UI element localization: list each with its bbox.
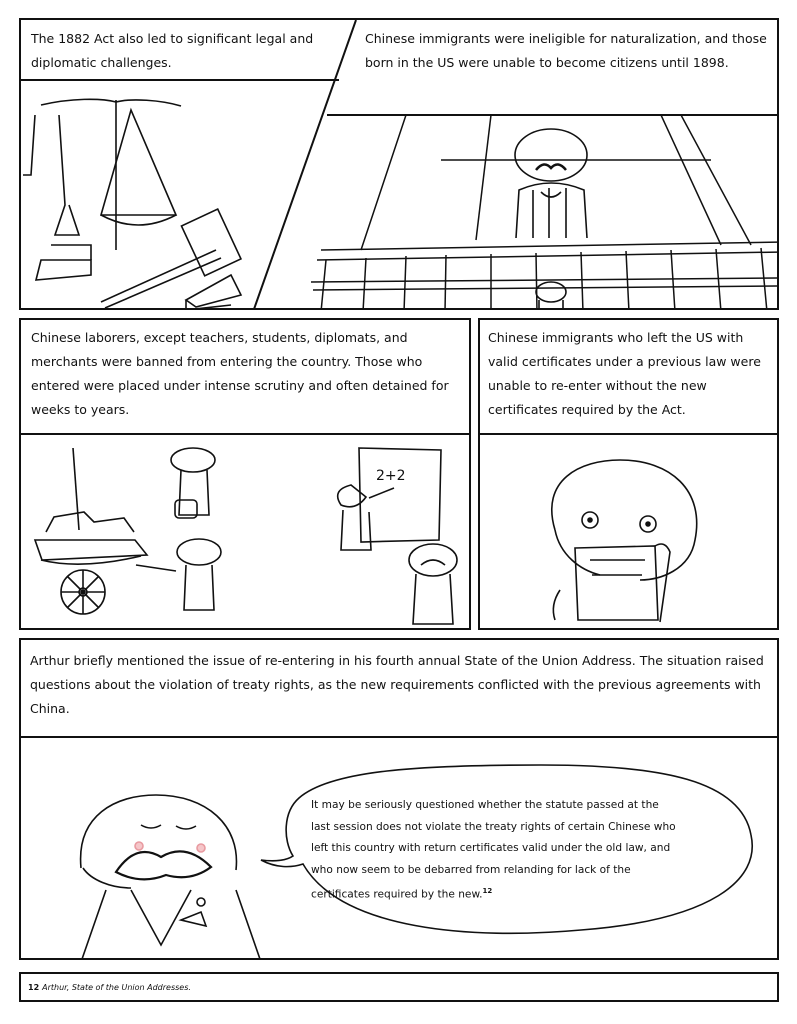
person-icon [171, 448, 215, 518]
panel-3 [19, 318, 471, 630]
panel-5-caption: Arthur briefly mentioned the issue of re-entering in his fourth annual State of the Union Address. The situation raised questions about the violation of treaty rights, as the new requirements conflicted with the previous agreements with China. [30, 653, 764, 716]
courtroom-rail-icon [311, 115, 779, 310]
panel-3-caption: Chinese laborers, except teachers, students, diplomats, and merchants were banned from entering the country. Those who entered were placed under intense scrutiny and often detained for weeks to years. [31, 330, 449, 417]
speech-bubble-text [311, 795, 681, 906]
panel-2-caption: Chinese immigrants were ineligible for naturalization, and those born in the US were unable to become citizens until 1898. [365, 31, 767, 70]
person-icon [177, 539, 221, 610]
panel-1 [19, 18, 779, 310]
judge-figure-icon [515, 129, 587, 238]
speech-text: It may be seriously questioned whether the statute passed at the last session does not violate the treaty rights of certain Chinese who left this country with return certificates valid under the old law, and who now seem to be debarred from relanding for lack of the certificates required by the new. [311, 799, 676, 901]
chalkboard-icon [338, 448, 441, 550]
panel-5 [19, 638, 779, 960]
scales-of-justice-icon [23, 99, 181, 280]
worried-figure-icon [552, 460, 697, 622]
gavel-icon [101, 209, 241, 310]
chalkboard-text: 2+2 [376, 468, 406, 484]
speech-footnote-ref: 12 [482, 887, 493, 895]
panel-1-caption: The 1882 Act also led to significant legal and diplomatic challenges. [31, 31, 314, 70]
panel-4 [478, 318, 779, 630]
footnote [28, 983, 191, 992]
person-icon [409, 544, 457, 624]
person-icon [536, 282, 566, 310]
panel-4-caption: Chinese immigrants who left the US with valid certificates under a previous law were unable to re-enter without the new certificates required by the Act. [488, 330, 761, 417]
footnote-number: 12 [28, 983, 40, 992]
footnote-box [19, 972, 779, 1002]
arthur-figure-icon [81, 795, 261, 960]
cart-icon [35, 448, 176, 614]
footnote-text: Arthur, State of the Union Addresses. [42, 983, 191, 992]
